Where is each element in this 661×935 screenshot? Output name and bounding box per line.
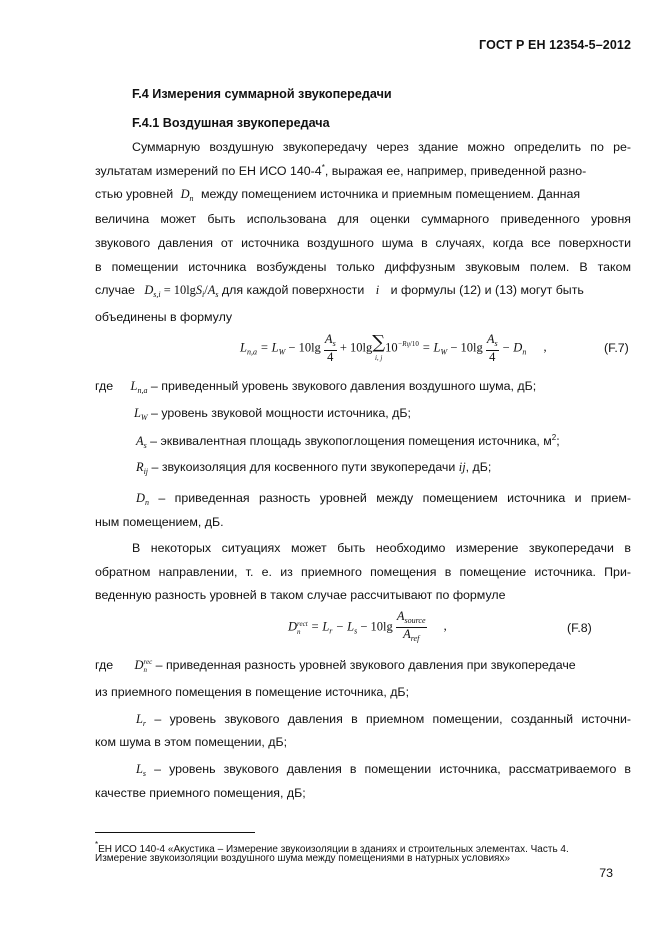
symbol-dn: $D_n$	[180, 187, 194, 203]
sum-symbol: ∑ $_{i, j}$	[372, 331, 386, 362]
para1-line8: объединены в формулу	[95, 310, 233, 324]
para1-line7-a: случае	[95, 283, 135, 297]
section-title: F.4 Измерения суммарной звукопередачи	[132, 87, 392, 101]
def-lna: где $L_{n,a}$ – приведенный уровень звукового давления воздушного шума, дБ;	[95, 379, 537, 395]
formula-f7-number: (F.7)	[604, 341, 629, 355]
para2-line3: веденную разность уровней в таком случае рассчитывают по формуле	[95, 588, 506, 602]
footnote-line2: Измерение звукоизоляции воздушного шума между помещениями в натурных условиях»	[95, 853, 511, 864]
def-dn-rec: где Drec n – приведенная разность уровней звукового давления при звукопередаче	[95, 658, 576, 675]
def-ls-cont: качестве приемного помещения, дБ;	[95, 786, 306, 800]
page-number: 73	[599, 866, 613, 880]
subsection-title: F.4.1 Воздушная звукопередача	[132, 116, 330, 130]
para1-line2-b: , выражая ее, например, приведенной разно-	[324, 164, 587, 178]
formula-f7: $L_{n,a} = L_W - 10\lg$ $\frac{A_s}{4}$ + 10lg∑ $_{i, j}10^{-Rij/10} = L_W - 10\lg$ $\frac{A_s}{4}$ − $D_n$ ,	[240, 331, 547, 364]
def-ls: $L_s$ – уровень звукового давления в помещении источника, рассматриваемого в	[136, 762, 632, 778]
fraction-as-4: $\frac{A_s}{4}$	[324, 332, 336, 364]
def-dn: $D_n$ – приведенная разность уровней между помещением источника и прием-	[136, 491, 631, 507]
def-lr: $L_r$ – уровень звукового давления в приемном помещении, созданный источни-	[136, 712, 631, 728]
para1-line3-b: между помещением источника и приемным помещением. Данная	[201, 187, 581, 201]
para1-line5: звукового давления от источника воздушного шума в случаях, когда все поверхности	[95, 236, 631, 250]
def-rij: $R_{ij}$ – звукоизоляция для косвенного пути звукопередачи ij, дБ;	[136, 460, 492, 476]
def-dn-cont: ным помещением, дБ.	[95, 515, 224, 529]
para2-line1: В некоторых ситуациях может быть необходимо измерение звукопередачи в	[132, 541, 631, 555]
footnote-rule	[95, 832, 255, 833]
para1-line1: Суммарную воздушную звукопередачу через здание можно определить по ре-	[132, 140, 631, 154]
where-label-2: где	[95, 658, 114, 672]
fraction-as-4-b: $\frac{A_s}{4}$	[486, 332, 498, 364]
footnote-mark-2: *	[95, 840, 99, 849]
para1-line6: в помещении источника возбуждены только диффузным звуковым полем. В таком	[95, 260, 631, 274]
para1-line2	[95, 163, 586, 178]
symbol-i: i	[375, 283, 380, 297]
para1-line3-a: стью уровней	[95, 187, 174, 201]
para1-line7	[95, 283, 584, 299]
def-lw: $L_W$ – уровень звуковой мощности источника, дБ;	[134, 406, 411, 422]
para1-line7-c: и формулы (12) и (13) могут быть	[390, 283, 584, 297]
formula-dsi: $D_{s,i} = 10\lg S_i/A_s$	[144, 283, 219, 299]
fraction-source-ref: $\frac{A_{source}}{A_{ref}}$	[396, 609, 426, 643]
def-as: $A_s$ – эквивалентная площадь звукопоглощения помещения источника, $м^2$;	[136, 433, 560, 450]
para2-line2: обратном направлении, т. е. из приемного помещения в помещение источника. При-	[95, 565, 631, 579]
footnote-mark: *	[321, 163, 325, 172]
where-label: где	[95, 379, 114, 393]
formula-f8: Drect $n = L_r - L_s - 10\lg$ $\frac{A_{source}}{A_{ref}}$ ,	[288, 609, 447, 643]
def-dn-rec-cont: из приемного помещения в помещение источника, дБ;	[95, 685, 410, 699]
formula-f8-number: (F.8)	[567, 621, 592, 635]
para1-line2-a: зультатам измерений по ЕН ИСО 140-4	[95, 164, 322, 178]
document-header: ГОСТ Р ЕН 12354-5–2012	[479, 38, 631, 52]
para1-line4: величина может быть использована для оценки суммарного приведенного уровня	[95, 212, 631, 226]
footnote-line1: *ЕН ИСО 140-4 «Акустика – Измерение звукоизоляции в зданиях и строительных элементах. Часть 4.	[95, 840, 569, 855]
para1-line3	[95, 187, 631, 203]
def-lr-cont: ком шума в этом помещении, дБ;	[95, 735, 288, 749]
para1-line7-b: для каждой поверхности	[221, 283, 365, 297]
